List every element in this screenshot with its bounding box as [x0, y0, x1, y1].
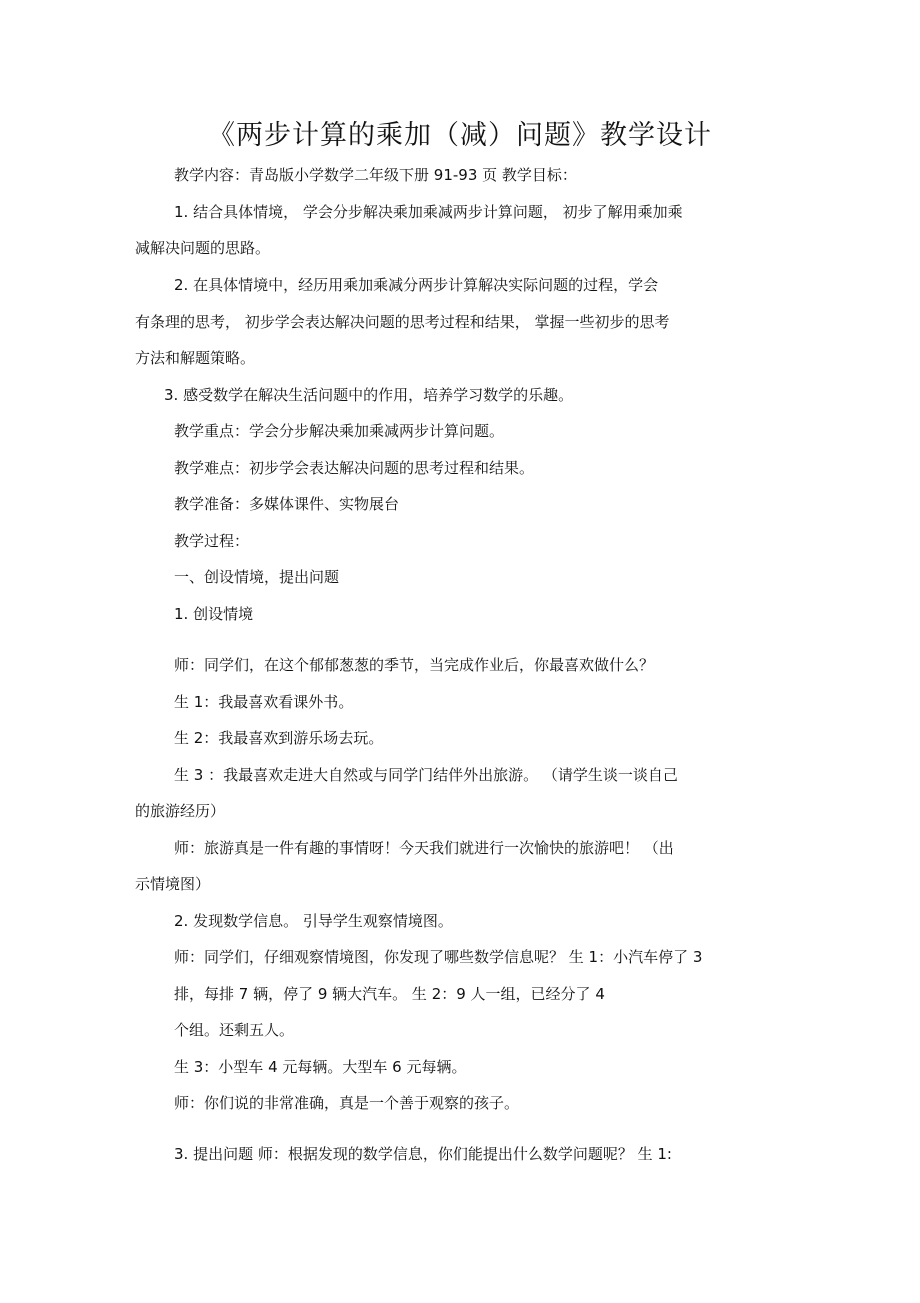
paragraph-line: 1. 结合具体情境， 学会分步解决乘加乘减两步计算问题， 初步了解用乘加乘: [174, 203, 683, 221]
paragraph-line: 有条理的思考， 初步学会表达解决问题的思考过程和结果， 掌握一些初步的思考: [135, 313, 670, 331]
paragraph-line: 教学难点：初步学会表达解决问题的思考过程和结果。: [174, 459, 535, 477]
paragraph-line: 师：同学们，在这个郁郁葱葱的季节，当完成作业后，你最喜欢做什么？: [174, 656, 655, 674]
paragraph-line: 示情境图）: [135, 875, 211, 893]
section-heading: 一、创设情境，提出问题: [174, 568, 340, 586]
paragraph-line: 3. 感受数学在解决生活问题中的作用，培养学习数学的乐趣。: [164, 386, 574, 404]
paragraph-line: 1. 创设情境: [174, 605, 254, 623]
document-title: 《两步计算的乘加（减）问题》教学设计: [208, 120, 712, 151]
paragraph-line: 的旅游经历）: [135, 802, 226, 820]
paragraph-line: 生 3：小型车 4 元每辆。大型车 6 元每辆。: [174, 1058, 467, 1076]
paragraph-line: 2. 发现数学信息。 引导学生观察情境图。: [174, 912, 453, 930]
paragraph-line: 教学重点：学会分步解决乘加乘减两步计算问题。: [174, 422, 505, 440]
paragraph-line: 师：你们说的非常准确，真是一个善于观察的孩子。: [174, 1094, 520, 1112]
paragraph-line: 排，每排 7 辆，停了 9 辆大汽车。 生 2：9 人一组，已经分了 4: [174, 985, 605, 1003]
paragraph-line: 生 2：我最喜欢到游乐场去玩。: [174, 729, 384, 747]
paragraph-line: 师：同学们，仔细观察情境图，你发现了哪些数学信息呢？ 生 1：小汽车停了 3: [174, 948, 703, 966]
paragraph-line: 教学内容：青岛版小学数学二年级下册 91-93 页 教学目标：: [174, 166, 577, 184]
paragraph-line: 方法和解题策略。: [135, 349, 256, 367]
paragraph-line: 2. 在具体情境中，经历用乘加乘减分两步计算解决实际问题的过程，学会: [174, 276, 659, 294]
paragraph-line: 师：旅游真是一件有趣的事情呀！今天我们就进行一次愉快的旅游吧！ （出: [174, 839, 674, 857]
paragraph-line: 教学过程：: [174, 532, 250, 550]
paragraph-line: 教学准备：多媒体课件、实物展台: [174, 495, 400, 513]
paragraph-line: 生 3 ：我最喜欢走进大自然或与同学门结伴外出旅游。 （请学生谈一谈自己: [174, 766, 678, 784]
paragraph-line: 减解决问题的思路。: [135, 239, 271, 257]
paragraph-line: 3. 提出问题 师：根据发现的数学信息，你们能提出什么数学问题呢？ 生 1:: [174, 1145, 672, 1163]
paragraph-line: 生 1：我最喜欢看课外书。: [174, 693, 354, 711]
paragraph-line: 个组。还剩五人。: [174, 1021, 295, 1039]
